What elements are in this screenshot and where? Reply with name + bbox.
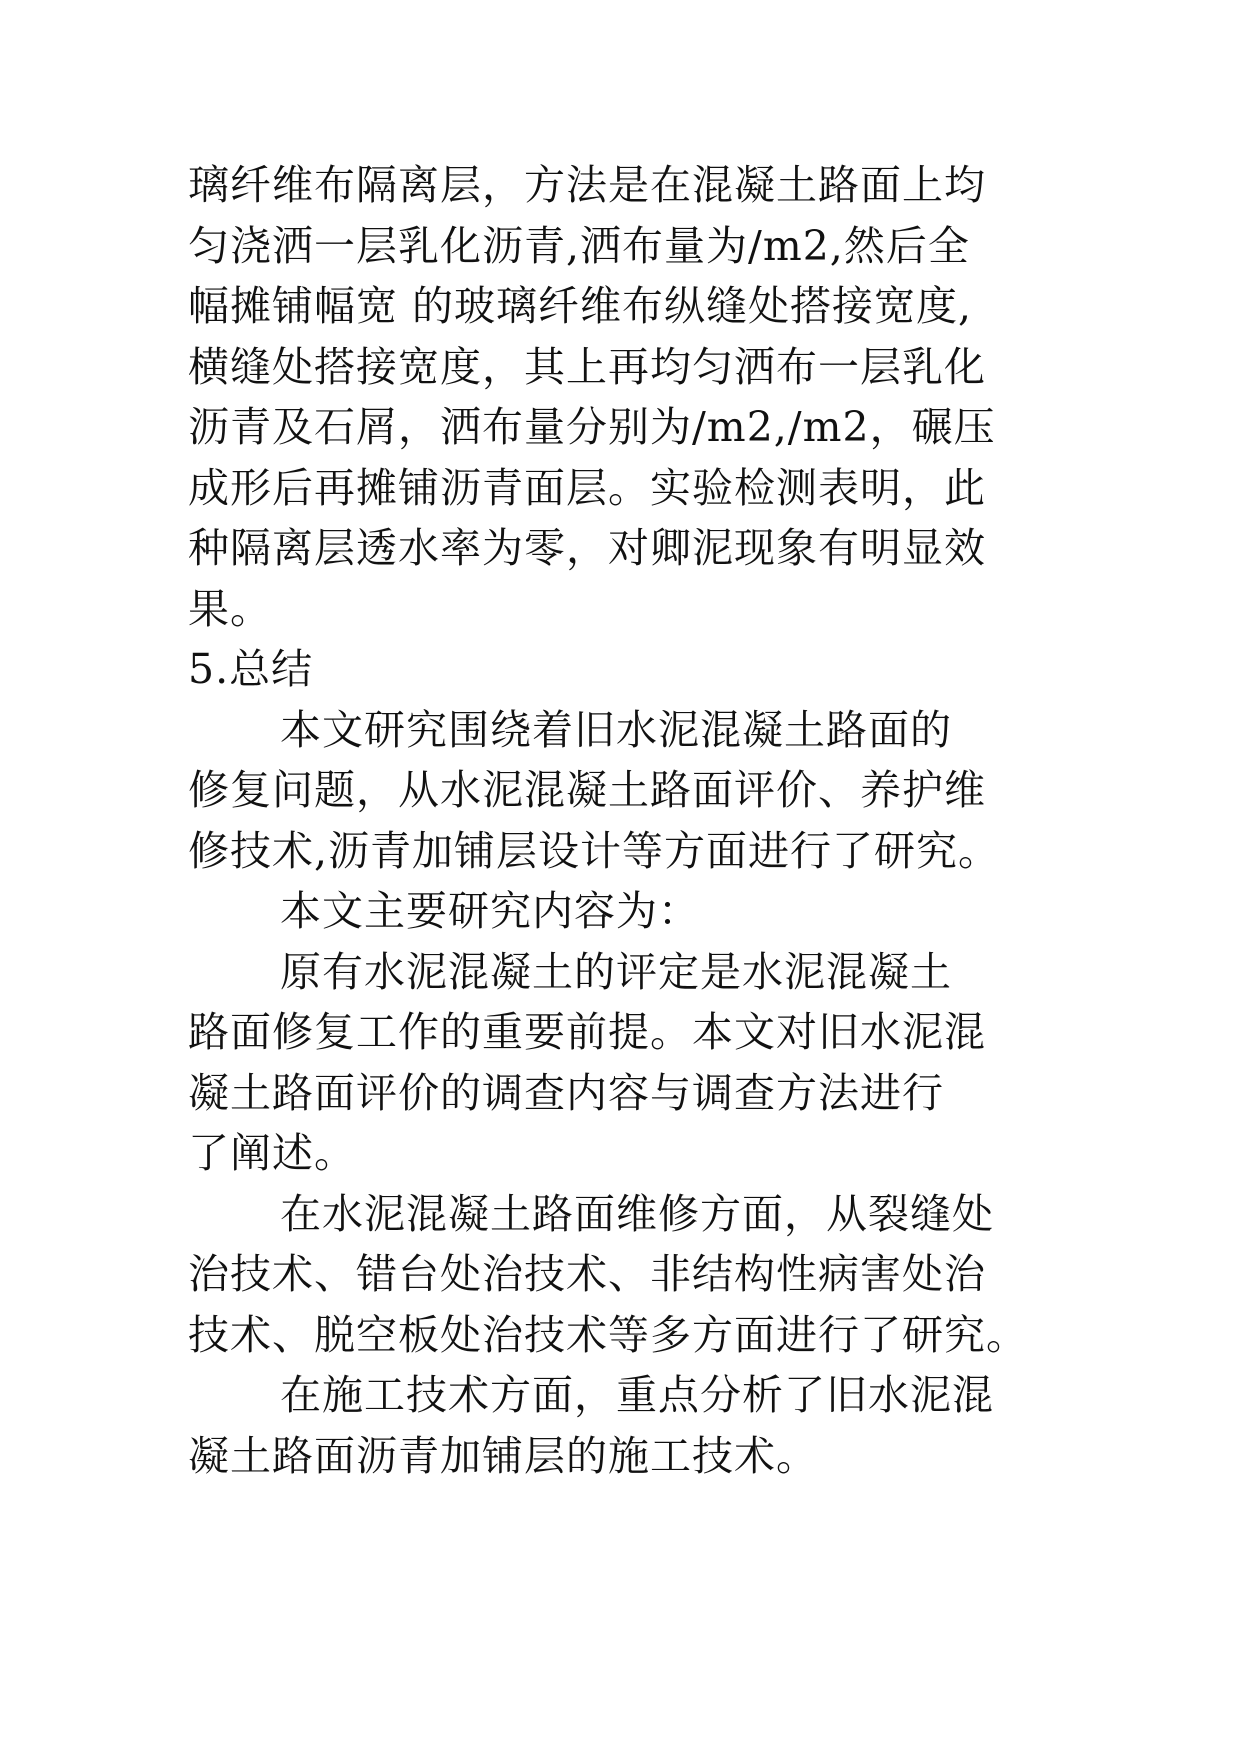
text-line: 路面修复工作的重要前提。本文对旧水泥混 [188, 1008, 986, 1056]
text-line: 原有水泥混凝土的评定是水泥混凝土 [280, 947, 952, 996]
paragraph [188, 1365, 1068, 1486]
text-line: 果。 [188, 584, 272, 633]
text-line: 本文主要研究内容为： [280, 887, 700, 935]
text-line: 幅摊铺幅宽 的玻璃纤维布纵缝处搭接宽度, [188, 282, 973, 330]
text-line: 横缝处搭接宽度，其上再均匀洒布一层乳化 [188, 342, 986, 391]
text-line: 修复问题，从水泥混凝土路面评价、养护维 [188, 766, 986, 814]
paragraph [188, 1184, 1068, 1366]
text-line: 匀浇洒一层乳化沥青,洒布量为/m2,然后全 [188, 221, 970, 270]
paragraph [188, 700, 1068, 882]
text-line: 沥青及石屑，洒布量分别为/m2,/m2，碾压 [188, 403, 996, 451]
continuation-paragraph [188, 155, 1068, 639]
section-heading: 5.总结 [188, 645, 314, 693]
text-line: 治技术、错台处治技术、非结构性病害处治 [188, 1250, 986, 1298]
text-line: 璃纤维布隔离层，方法是在混凝土路面上均 [188, 161, 986, 209]
document-body [188, 155, 1068, 1486]
text-line: 修技术,沥青加铺层设计等方面进行了研究。 [188, 826, 1001, 875]
text-line: 本文研究围绕着旧水泥混凝土路面的 [280, 705, 952, 754]
text-line: 成形后再摊铺沥青面层。实验检测表明，此 [188, 463, 986, 512]
text-line: 凝土路面沥青加铺层的施工技术。 [188, 1431, 818, 1480]
text-line: 了阐述。 [188, 1129, 356, 1177]
text-line: 在施工技术方面，重点分析了旧水泥混 [280, 1371, 994, 1419]
text-line: 凝土路面评价的调查内容与调查方法进行 [188, 1068, 944, 1117]
text-line: 在水泥混凝土路面维修方面，从裂缝处 [280, 1189, 994, 1238]
paragraph [188, 942, 1068, 1184]
text-line: 技术、脱空板处治技术等多方面进行了研究。 [188, 1310, 1028, 1359]
text-line: 种隔离层透水率为零，对卿泥现象有明显效 [188, 524, 986, 572]
paragraph [188, 881, 1068, 942]
